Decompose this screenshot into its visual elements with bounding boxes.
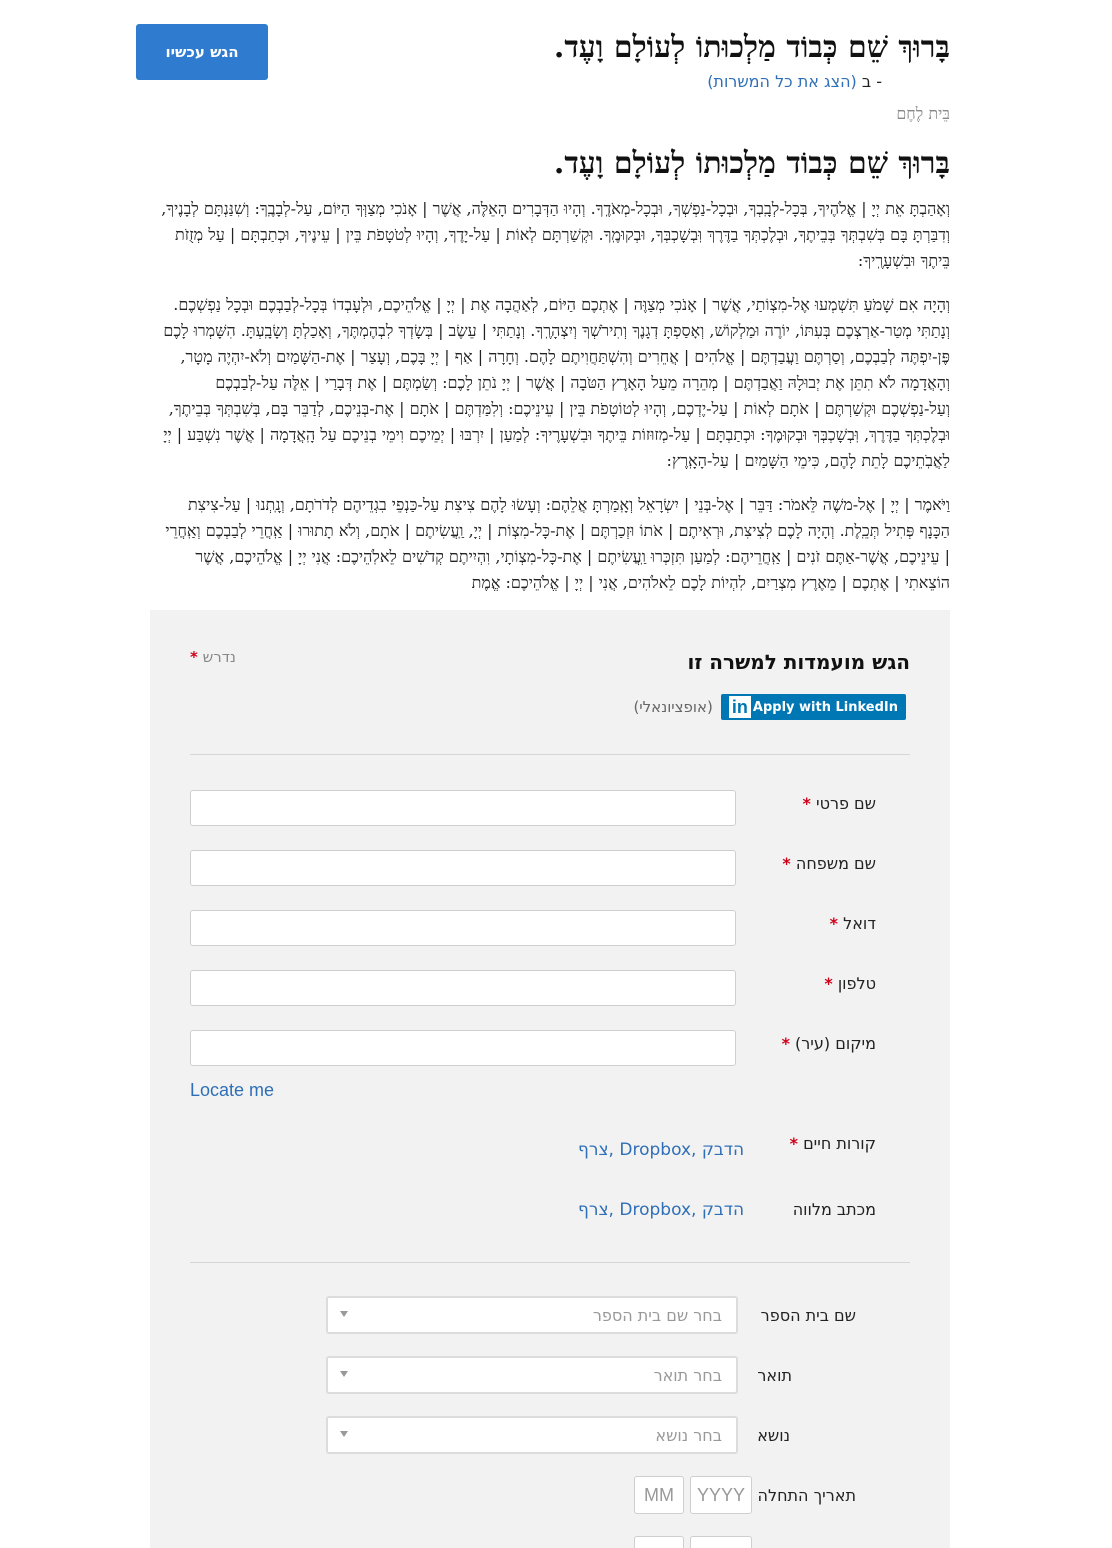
form-divider [190,1262,910,1263]
job-subtitle [707,72,882,91]
location-label-text: מיקום (עיר) [795,1034,876,1053]
job-title: בָּרוּךְ שֵׁם כְּבוֹד מַלְכוּתוֹ לְעוֹלָם וָעֶד. [553,30,950,65]
location-label [782,1034,876,1053]
phone-label [824,974,876,993]
last-name-label-text: שם משפחה [795,854,876,873]
required-note [190,648,236,666]
required-star: * [802,794,811,813]
job-description [160,196,950,614]
chevron-down-icon [340,1431,348,1437]
form-divider [190,754,910,755]
required-note-text: נדרש [202,648,236,666]
start-year-input[interactable]: YYYY [690,1476,752,1514]
cover-letter-label [793,1200,876,1219]
degree-select[interactable] [326,1356,738,1394]
job-location: בֵּית לֶחֶם [896,104,950,123]
subject-label: נושא [757,1426,790,1445]
first-name-input[interactable] [190,790,736,826]
required-star: * [824,974,833,993]
description-paragraph: וְהָיָה אִם שָׁמֹעַ תִּשְׁמְעוּ אֶל-מִצְוֹתַי, אֲשֶׁר | אָנֹכִי מְצַוֶּה | אֶתְכֶם הַיּוֹם, לְאַהֲבָה אֶת | יְיָ | אֱלֹהֵיכֶם, וּלְעָבְדוֹ בְּכָל-לְבַבְכֶם וּבְכָל נַפְשְׁכֶם. וְנָתַתִּי מְטַר-אַרְצְכֶם בְּעִתּוֹ, יוֹרֶה וּמַלְקוֹשׁ, וְאָסַפְתָּ דְגָנֶךָ וְתִירֹשְׁךָ וְיִצְהָרֶֽךָ. וְנָתַתִּי | עֵשֶׂב | בְּשָׂדְךָ לִבְהֶמְתֶּךָ, וְאָכַלְתָּ וְשָׂבָֽעְתָּ. הִשָּׁמְרוּ לָכֶם פֶּן-יִפְתֶּה לְבַבְכֶם, וְסַרְתֶּם וַעֲבַדְתֶּם | אֱלֹהִים | אֲחֵרִים וְהִשְׁתַּחֲוִיתֶם לָהֶם. וְחָרָה | אַף | יְיָ בָּכֶם, וְעָצַר | אֶת-הַשָּׁמַיִם וְלֹא-יִהְיֶה מָטָר, וְהָאֲדָמָה לֹא תִתֵּן אֶת יְבוּלָהּ וַאֲבַדְתֶּם | מְהֵרָה מֵעַל הָאָרֶץ הַטֹּבָה | אֲשֶׁר | יְיָ נֹתֵן לָכֶם: וְשַׂמְתֶּם | אֶת דְּבָרַי | אֵלֶּה עַל-לְבַבְכֶם וְעַל-נַפְשְׁכֶם וּקְשַׁרְתֶּם | אֹתָם לְאוֹת | עַל-יֶדְכֶם, וְהָיוּ לְטוֹטָפֹת בֵּין | עֵינֵיכֶם: וְלִמַּדְתֶּם | אֹתָם | אֶת-בְּנֵיכֶם, לְדַבֵּר בָּם, בְּשִׁבְתְּךָ בְּבֵיתֶךָ, וּבְלֶכְתְּךָ בַדֶּרֶךְ, וּֽבְשָׁכְבְּךָ וּבְקוּמֶךָ: וּכְתַבְתָּם | עַל-מְזוּזוֹת בֵּיתֶךָ וּבִשְׁעָרֶיךָ: לְמַעַן | יִרְבּוּ | יְמֵיכֶם וִימֵי בְנֵיכֶם עַל הָֽאֲדָמָה | אֲשֶׁר נִשְׁבַּע | יְיָ לַאֲבֹֽתֵיכֶם לָתֵת לָהֶם, כִּימֵי הַשָּׁמַיִם | עַל-הָאָֽרֶץ: [163,295,950,470]
required-star: * [789,1134,798,1153]
locate-me-link[interactable]: Locate me [190,1080,275,1100]
degree-label: תואר [757,1366,792,1385]
end-month-input[interactable] [634,1536,684,1548]
required-star: * [782,854,791,873]
chevron-down-icon [340,1311,348,1317]
application-form [150,610,950,1548]
description-paragraph: וְאָהַבְתָּ אֵת יְיָ | אֱלֹהֶיךָ, בְּכָל-לְבָֽבְךָ, וּבְכָל-נַפְשְׁךָ, וּבְכָל-מְאֹדֶֽךָ. וְהָיוּ הַדְּבָרִים הָאֵלֶּה, אֲשֶׁר | אָנֹכִי מְצַוְּךָ הַיּוֹם, עַל-לְבָבֶֽךָ: וְשִׁנַּנְתָּם לְבָנֶיךָ, וְדִבַּרְתָּ בָּם בְּשִׁבְתְּךָ בְּבֵיתֶךָ, וּבְלֶכְתְּךָ בַדֶּרֶךְ וּֽבְשָׁכְבְּךָ, וּבְקוּמֶֽךָ. וּקְשַׁרְתָּם לְאוֹת | עַל-יָדֶךָ, וְהָיוּ לְטֹטָפֹת בֵּין | עֵינֶיךָ, וּכְתַבְתָּם | עַל מְזֻזֹת בֵּיתֶךָ וּבִשְׁעָרֶֽיךָ: [161,199,950,270]
resume-upload-options[interactable]: הדבק ,Dropbox ,צרף [578,1140,745,1160]
apply-with-linkedin-button[interactable] [721,694,906,720]
last-name-input[interactable] [190,850,736,886]
phone-label-text: טלפון [837,974,876,993]
optional-note: (אופציונאלי) [633,698,713,716]
linkedin-button-label: Apply with LinkedIn [752,699,898,715]
start-month-input[interactable]: MM [634,1476,684,1514]
degree-select-placeholder: בחר תואר [653,1365,722,1385]
start-date-label: תאריך התחלה [757,1486,856,1505]
location-input[interactable] [190,1030,736,1066]
school-select[interactable] [326,1296,738,1334]
subject-select[interactable] [326,1416,738,1454]
description-paragraph: וַיֹּאמֶר | יְיָ | אֶל-משֶׁה לֵּאמֹר: דַּבֵּר | אֶל-בְּנֵי | יִשְׂרָאֵל וְאָֽמַרְתָּ אֲלֵהֶם: וְעָשׂוּ לָהֶם צִיצִת עַל-כַּנְפֵי בִגְדֵיהֶם לְדֹרֹתָם, וְנָֽתְנוּ | עַל-צִיצִת הַכָּנָף פְּתִיל תְּכֵֽלֶת. וְהָיָה לָכֶם לְצִיצִת, וּרְאִיתֶם | אֹתוֹ וּזְכַרְתֶּם | אֶת-כָּל-מִצְוֹת | יְיָ, וַֽעֲשִׂיתֶם | אֹתָם, וְלֹא תָתוּרוּ | אַֽחֲרֵי לְבַבְכֶם וְאַֽחֲרֵי | עֵינֵיכֶם, אֲשֶׁר-אַתֶּם זֹנִים | אַֽחֲרֵיהֶם: לְמַעַן תִּזְכְּרוּ וַֽעֲשִׂיתֶם | אֶת-כָּל-מִצְוֹתָי, וִהְיִיתֶם קְדֹשִׁים לֵאלֹֽהֵיכֶם: אֲנִי יְיָ | אֱלֹהֵיכֶם, אֲשֶׁר הוֹצֵאתִי | אֶתְכֶם | מֵאֶרֶץ מִצְרַיִם, לִהְיוֹת לָכֶם לֵאלֹהִים, אֲנִי | יְיָ | אֱלֹהֵיכֶם: אֱמֶת [165,495,950,592]
last-name-label [782,854,876,873]
phone-input[interactable] [190,970,736,1006]
linkedin-icon: in [727,694,753,720]
cover-letter-upload-options[interactable]: הדבק ,Dropbox ,צרף [578,1200,745,1220]
apply-now-button[interactable]: הגש עכשיו [136,24,268,80]
end-year-input[interactable] [690,1536,752,1548]
email-label-text: דואל [843,914,876,933]
first-name-label-text: שם פרטי [815,794,876,813]
required-star: * [190,648,198,666]
form-heading: הגש מועמדות למשרה זו [687,650,910,674]
description-title: בָּרוּךְ שֵׁם כְּבוֹד מַלְכוּתוֹ לְעוֹלָם וָעֶד. [553,146,950,181]
chevron-down-icon [340,1371,348,1377]
subject-select-placeholder: בחר נושא [655,1425,722,1445]
school-select-placeholder: בחר שם בית הספר [592,1305,722,1325]
view-all-jobs-link[interactable]: (הצג את כל המשרות) [707,72,857,91]
linkedin-row [633,694,906,720]
email-input[interactable] [190,910,736,946]
cover-letter-label-text: מכתב מלווה [792,1200,876,1219]
first-name-label [803,794,876,813]
required-star: * [781,1034,790,1053]
resume-label [790,1134,876,1153]
email-label [830,914,876,933]
subtitle-prefix: - ב [861,72,882,91]
resume-label-text: קורות חיים [803,1134,876,1153]
school-label: שם בית הספר [760,1306,856,1325]
required-star: * [829,914,839,933]
